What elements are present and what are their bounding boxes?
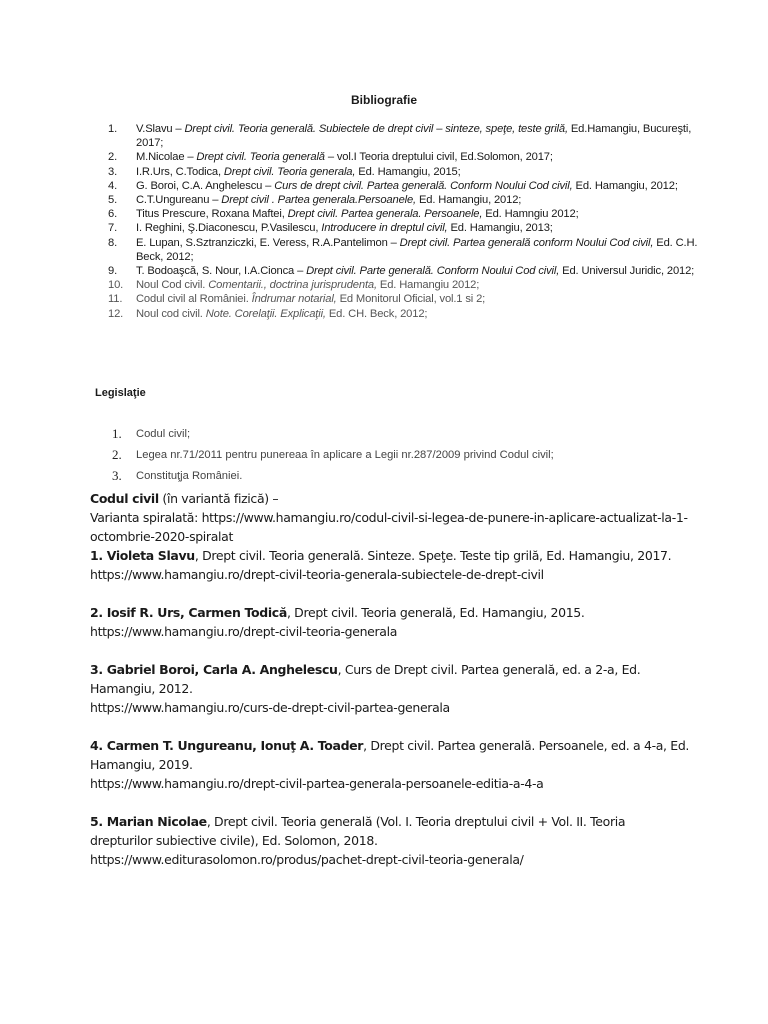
list-item [112,465,672,486]
source-entry [90,660,690,717]
item-title: Drept civil. Partea generala. Persoanele, [287,208,483,221]
item-author: Codul civil al României. [136,293,252,306]
list-item [112,444,672,465]
item-number: 1. [112,425,122,441]
item-title: Drept civil. Parte generală. Conform Noului Cod civil, [306,265,560,278]
item-author: M.Nicolae – [136,151,197,164]
source-entry [90,812,690,869]
list-item [108,207,698,221]
item-publisher: Ed. Hamangiu, 2015; [355,165,461,178]
item-author: I. Reghini, Ş.Diaconescu, P.Vasilescu, [136,222,322,235]
item-publisher: Ed. Universul Juridic, 2012; [559,265,695,278]
entry-description: (în variantă fizică) – [158,491,279,506]
item-publisher: Ed. C.H. Beck, 2012; [136,236,698,263]
item-publisher: Ed. Hamangiu, 2013; [447,222,553,235]
item-number: 12. [108,307,124,320]
page-title: Bibliografie [350,93,417,107]
item-publisher: Ed. CH. Beck, 2012; [325,307,428,320]
entry-description: , Curs de Drept civil. Partea generală, ed. a 2-a, Ed. Hamangiu, 2012. [90,662,641,696]
item-number: 10. [108,279,124,292]
entry-author: 5. Marian Nicolae [90,814,207,829]
list-item [108,278,698,292]
legislation-heading: Legislaţie [95,387,146,399]
entry-author: 2. Iosif R. Urs, Carmen Todică [90,605,287,620]
item-author: G. Boroi, C.A. Anghelescu – [136,179,275,192]
list-item [108,236,698,264]
item-title: Introducere in dreptul civil, [321,222,448,235]
item-author: Titus Prescure, Roxana Maftei, [136,208,288,221]
source-entry [90,736,690,793]
source-entry [90,603,690,641]
item-publisher: Ed.Hamangiu, Bucureşti, 2017; [136,123,692,150]
list-item [108,150,698,164]
item-publisher: Ed. Hamangiu, 2012; [572,179,678,192]
codul-civil-entry [90,489,690,546]
item-publisher: Ed. Hamangiu, 2012; [416,194,522,207]
list-item [108,307,698,321]
item-title: Drept civil. Teoria generala, [223,165,356,178]
list-item [108,221,698,235]
item-title: Drept civil. Teoria generală. Subiectele de drept civil – sinteze, speţe, teste grilă, [184,123,568,135]
list-item [108,165,698,179]
entry-url-link[interactable]: https://www.hamangiu.ro/drept-civil-partea-generala-persoanele-editia-a-4-a [90,776,544,791]
item-number: 2. [108,151,118,164]
item-number: 11. [108,293,123,306]
item-title: Note. Corelaţii. Explicaţii, [205,307,326,320]
item-author: Noul cod civil. [136,307,206,320]
legislation-list [112,423,672,486]
item-number: 3. [108,165,118,178]
source-entry [90,546,690,584]
item-number: 7. [108,222,118,235]
entry-url-link[interactable]: https://www.editurasolomon.ro/produs/pachet-drept-civil-teoria-generala/ [90,852,524,867]
item-author: C.T.Ungureanu – [136,194,222,207]
item-author: I.R.Urs, C.Todica, [136,165,224,178]
list-item [108,292,698,306]
item-text: Constituţja României. [136,469,243,482]
item-number: 8. [108,236,118,249]
list-item [108,122,698,150]
item-title: Drept civil . Partea generala.Persoanele, [221,194,417,207]
entry-url-link[interactable]: https://www.hamangiu.ro/drept-civil-teoria-generala [90,624,398,639]
item-publisher: Ed Monitorul Oficial, vol.1 si 2; [336,293,486,306]
item-text: Codul civil; [136,427,191,440]
entry-author: 1. Violeta Slavu [90,548,195,563]
item-number: 2. [112,446,122,462]
entry-description: , Drept civil. Teoria generală, Ed. Hamangiu, 2015. [286,605,585,620]
item-author: V.Slavu – [136,123,185,135]
item-number: 1. [108,123,118,135]
spiral-edition-link[interactable]: Varianta spiralată: https://www.hamangiu.ro/codul-civil-si-legea-de-punere-in-aplicare-actualizat-la-1-octombrie-2020-spiralat [90,510,688,544]
item-title: Comentarii., doctrina jurisprudenta, [208,279,377,292]
item-number: 5. [108,194,118,207]
item-publisher: Ed. Hamngiu 2012; [482,208,579,221]
item-publisher: – vol.I Teoria dreptului civil, Ed.Solomon, 2017; [324,151,553,164]
item-title: Curs de drept civil. Partea generală. Conform Noului Cod civil, [274,179,573,192]
item-text: Legea nr.71/2011 pentru punereaa în aplicare a Legii nr.287/2009 privind Codul civil; [136,448,554,461]
list-item [108,264,698,278]
item-author: Noul Cod civil. [136,279,209,292]
item-number: 4. [108,179,118,192]
item-number: 3. [112,467,122,483]
item-author: T. Bodoaşcă, S. Nour, I.A.Cionca – [136,265,307,278]
entry-title: Codul civil [90,491,159,506]
item-title: Drept civil. Partea generală conform Noului Cod civil, [399,236,654,249]
item-publisher: Ed. Hamangiu 2012; [376,279,480,292]
item-title: Îndrumar notarial, [251,293,337,306]
list-item [108,179,698,193]
item-number: 9. [108,265,118,278]
entry-author: 3. Gabriel Boroi, Carla A. Anghelescu [90,662,338,677]
list-item [112,423,672,444]
entry-description: , Drept civil. Teoria generală (Vol. I. Teoria dreptului civil + Vol. II. Teoria drepturilor subiective civile), Ed. Solomon, 2018. [90,814,626,848]
entry-author: 4. Carmen T. Ungureanu, Ionuţ A. Toader [90,738,364,753]
entry-url-link[interactable]: https://www.hamangiu.ro/curs-de-drept-civil-partea-generala [90,700,450,715]
item-title: Drept civil. Teoria generală [196,151,325,164]
entry-description: , Drept civil. Teoria generală. Sinteze. Speţe. Teste tip grilă, Ed. Hamangiu, 2017. [194,548,672,563]
item-number: 6. [108,208,118,221]
bibliography-list [108,122,698,321]
entry-description: , Drept civil. Partea generală. Persoanele, ed. a 4-a, Ed. Hamangiu, 2019. [90,738,690,772]
list-item [108,193,698,207]
entry-url-link[interactable]: https://www.hamangiu.ro/drept-civil-teoria-generala-subiectele-de-drept-civil [90,567,544,582]
online-sources [90,489,690,888]
item-author: E. Lupan, S.Sztranziczki, E. Veress, R.A.Pantelimon – [136,236,400,249]
